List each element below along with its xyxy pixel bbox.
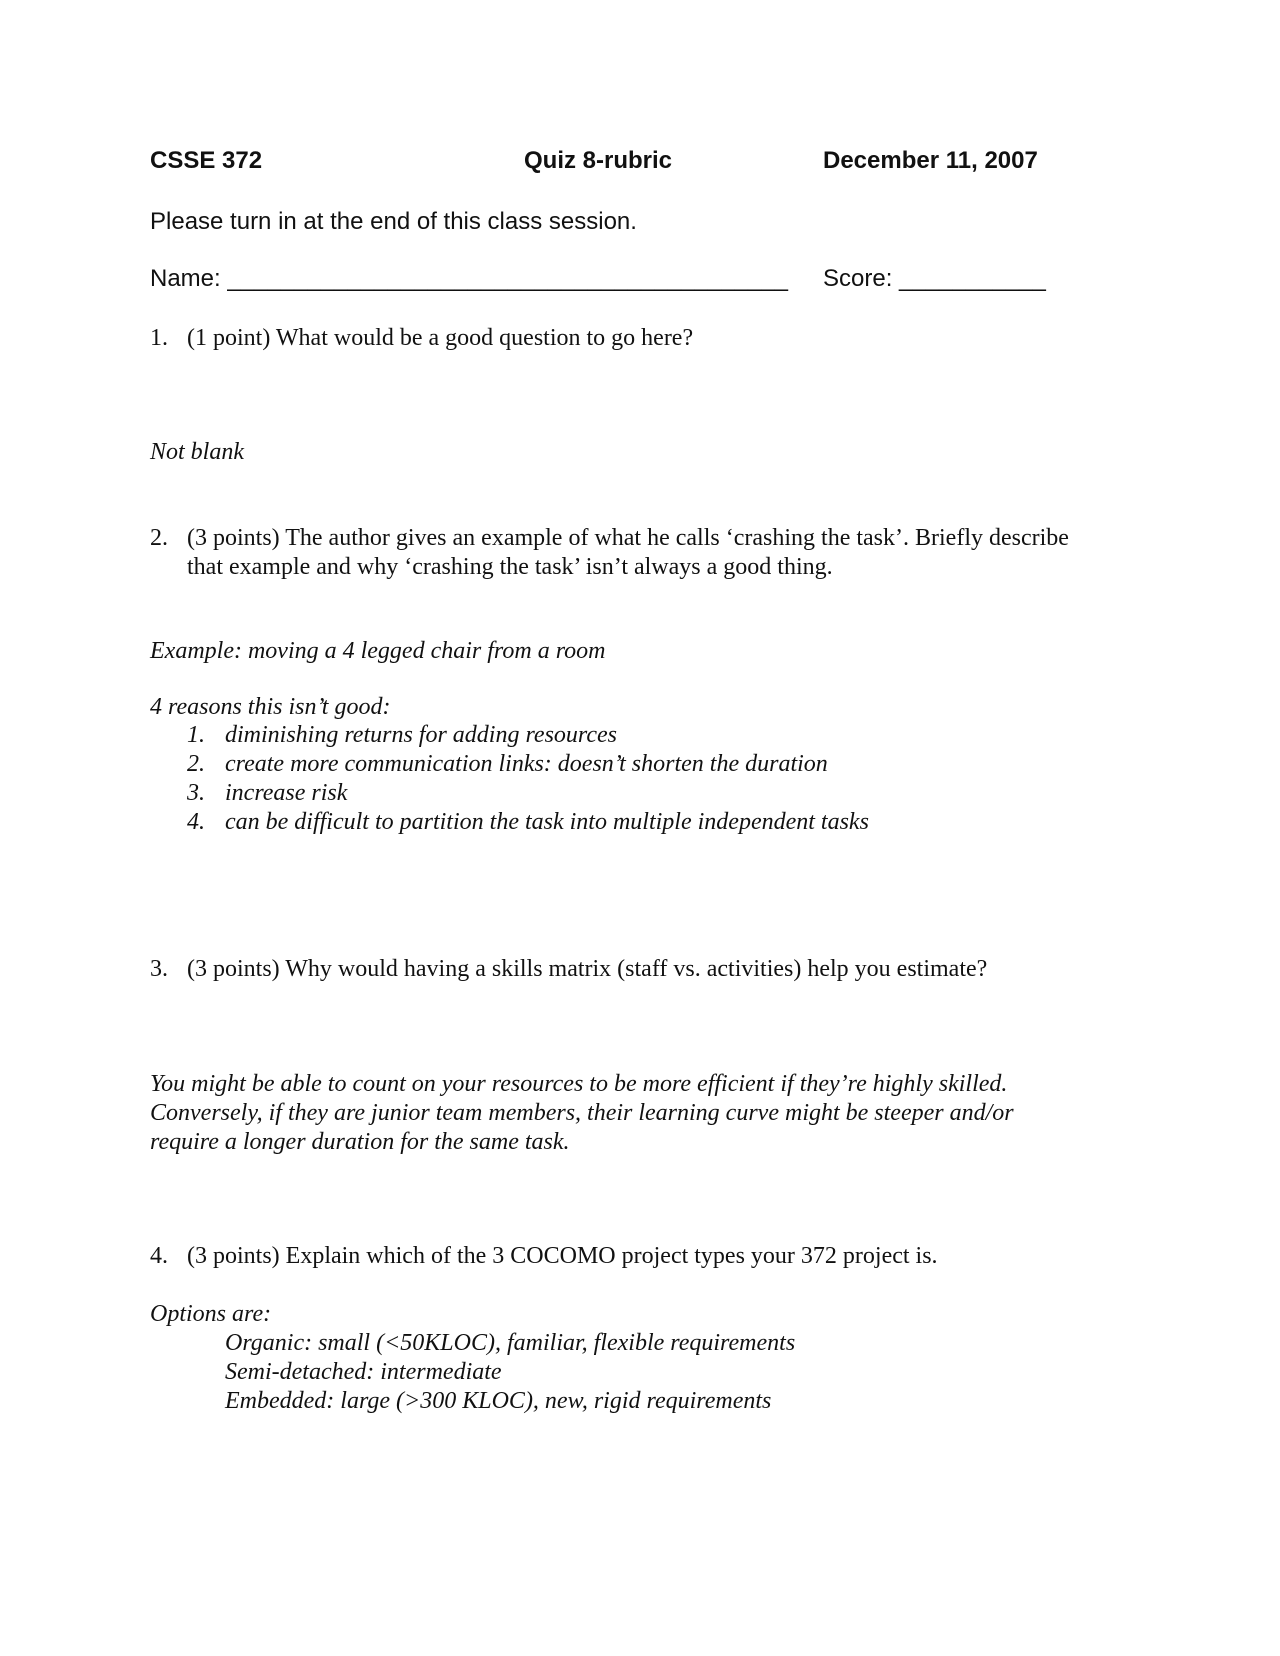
question-text: (1 point) What would be a good question to go here? bbox=[187, 325, 694, 351]
score-label: Score: bbox=[823, 265, 893, 292]
option-organic: Organic: small (<50KLOC), familiar, flexible requirements bbox=[225, 1330, 796, 1356]
question-number: 4. bbox=[150, 1243, 168, 1269]
quiz-page: CSSE 372 Quiz 8-rubric December 11, 2007 Please turn in at the end of this class session. Name: __________________________________________ Score: ___________ 1. (1 point) What would be a good question to go here? Not blank 2. (3 points) The author gives an example of what he calls ‘crashing the task’. Briefly describe that example and why ‘crashing the task’ isn’t always a good thing. Example: moving a 4 legged chair from a room 4 reasons this isn’t good: 1. diminishing returns for adding resources 2. create more communication links: doesn’t shorten the duration 3. increase risk 4. can be difficult to partition the task into multiple independent tasks 3. (3 points) Why would having a skills matrix (staff vs. activities) help you estimate? You might be able to count on your resources to be more efficient if they’re highly skilled. Conversely, if they are junior team members, their learning curve might be steeper and/or require a longer duration for the same task. 4. (3 points) Explain which of the 3 COCOMO project types your 372 project is. Options are: Organic: small (<50KLOC), familiar, flexible requirements Semi-detached: intermediate Embedded: large (>300 KLOC), new, rigid requirements bbox=[0, 0, 1280, 1656]
course-code: CSSE 372 bbox=[150, 147, 263, 174]
question-2 bbox=[150, 524, 1130, 582]
answer-3-line-2: Conversely, if they are junior team members, their learning curve might be steeper and/or bbox=[150, 1100, 1014, 1126]
quiz-title: Quiz 8-rubric bbox=[524, 147, 673, 174]
answer-2-example: Example: moving a 4 legged chair from a room bbox=[150, 638, 606, 664]
options-heading: Options are: bbox=[150, 1301, 272, 1327]
quiz-date: December 11, 2007 bbox=[823, 147, 1038, 174]
question-text: (3 points) Explain which of the 3 COCOMO project types your 372 project is. bbox=[187, 1243, 938, 1269]
question-4 bbox=[150, 1242, 1130, 1271]
question-number: 2. bbox=[150, 525, 168, 551]
question-text-line-1: (3 points) The author gives an example of what he calls ‘crashing the task’. Briefly describe bbox=[187, 525, 1069, 551]
question-number: 1. bbox=[150, 325, 168, 351]
answer-1: Not blank bbox=[150, 439, 244, 465]
option-semi-detached: Semi-detached: intermediate bbox=[225, 1359, 502, 1385]
name-label: Name: bbox=[150, 265, 221, 292]
question-text: (3 points) Why would having a skills matrix (staff vs. activities) help you estimate? bbox=[187, 956, 988, 982]
question-3 bbox=[150, 955, 1130, 984]
instructions: Please turn in at the end of this class session. bbox=[150, 208, 637, 235]
score-blank: ___________ bbox=[899, 265, 1046, 292]
option-embedded: Embedded: large (>300 KLOC), new, rigid requirements bbox=[225, 1388, 772, 1414]
name-blank: __________________________________________ bbox=[227, 265, 788, 292]
question-1 bbox=[150, 324, 1130, 353]
answer-3-line-1: You might be able to count on your resources to be more efficient if they’re highly skilled. bbox=[150, 1071, 1008, 1097]
score-field bbox=[823, 265, 1046, 293]
answer-3-line-3: require a longer duration for the same task. bbox=[150, 1129, 570, 1155]
name-field bbox=[150, 265, 788, 293]
question-number: 3. bbox=[150, 956, 168, 982]
reasons-heading: 4 reasons this isn’t good: bbox=[150, 694, 391, 720]
question-text-line-2: that example and why ‘crashing the task’ isn’t always a good thing. bbox=[187, 554, 833, 580]
